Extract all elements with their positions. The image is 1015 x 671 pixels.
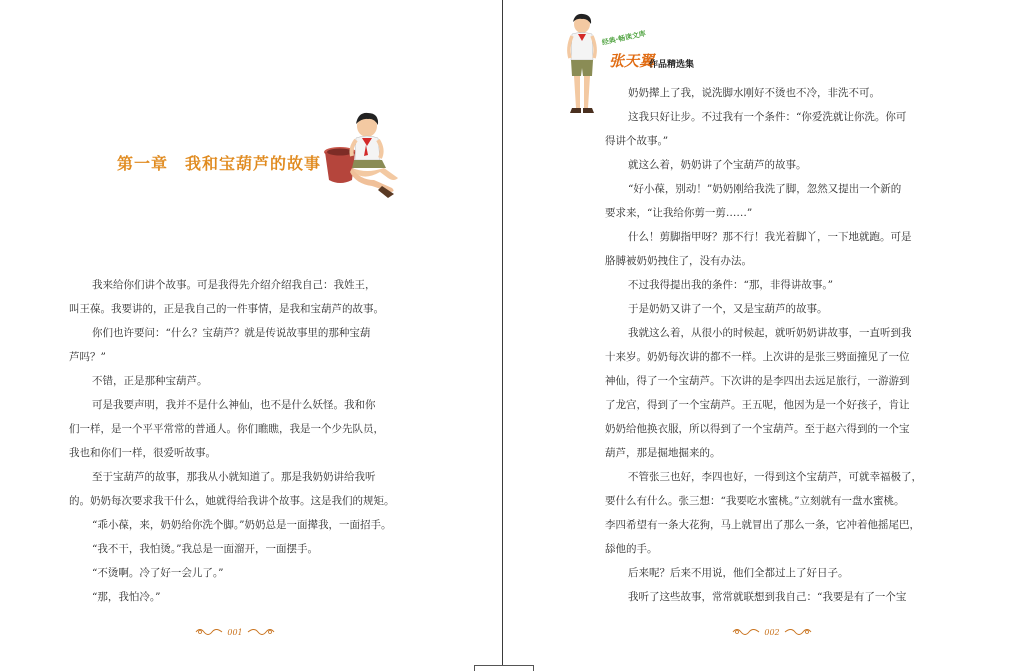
text-line: 奶奶给他换衣服，所以得到了一个宝葫芦。至于赵六得到的一个宝 bbox=[605, 423, 910, 435]
text-line: 我也和你们一样，很爱听故事。 bbox=[69, 447, 216, 459]
text-line: 得讲个故事。” bbox=[605, 135, 669, 147]
text-line: 这我只好让步。不过我有一个条件：“你爱洗就让你洗。你可 bbox=[628, 111, 907, 123]
text-line: 要求来，“让我给你剪一剪……” bbox=[605, 207, 753, 219]
boy-standing-illustration bbox=[562, 12, 602, 122]
text-line: 要什么有什么。张三想：“我要吃水蜜桃。”立刻就有一盘水蜜桃。 bbox=[605, 495, 905, 507]
author-name: 张天翼 bbox=[609, 52, 655, 70]
series-label: 经典·畅读文库 bbox=[601, 29, 647, 47]
book-label: 作品精选集 bbox=[649, 60, 695, 70]
text-line: 十来岁。奶奶每次讲的都不一样。上次讲的是张三劈面撞见了一位 bbox=[605, 351, 910, 363]
text-line: 不过我得提出我的条件：“那，非得讲故事。” bbox=[628, 279, 833, 291]
text-line: 的。奶奶每次要求我干什么，她就得给我讲个故事。这是我们的规矩。 bbox=[69, 495, 395, 507]
page-number-left bbox=[190, 625, 280, 639]
text-line: 什么！剪脚指甲呀？那不行！我光着脚丫，一下地就跑。可是 bbox=[628, 231, 912, 243]
folio-ornament-icon bbox=[731, 627, 761, 637]
folio-ornament-icon bbox=[783, 627, 813, 637]
text-line: 就这么着，奶奶讲了个宝葫芦的故事。 bbox=[628, 159, 807, 171]
folio-ornament-icon bbox=[194, 627, 224, 637]
text-line: 叫王葆。我要讲的，正是我自己的一件事情，是我和宝葫芦的故事。 bbox=[69, 303, 384, 315]
left-page bbox=[0, 0, 502, 671]
text-line: 于是奶奶又讲了一个，又是宝葫芦的故事。 bbox=[628, 303, 828, 315]
chapter-title: 第一章 我和宝葫芦的故事 bbox=[117, 154, 322, 173]
text-line: 你们也许要问：“什么？宝葫芦？就是传说故事里的那种宝葫 bbox=[92, 327, 371, 339]
text-line: 胳膊被奶奶拽住了，没有办法。 bbox=[605, 255, 752, 267]
text-line: 了龙宫，得到了一个宝葫芦。王五呢，他因为是一个好孩子，肯让 bbox=[605, 399, 910, 411]
text-line: “我不干，我怕烫。”我总是一面溜开，一面摆手。 bbox=[92, 543, 318, 555]
boy-sitting-with-basin-illustration bbox=[322, 108, 408, 200]
text-line: 们一样，是一个平平常常的普通人。你们瞧瞧，我是一个少先队员， bbox=[69, 423, 384, 435]
text-line: 我来给你们讲个故事。可是我得先介绍介绍我自己：我姓王， bbox=[92, 279, 376, 291]
text-line: “那，我怕冷。” bbox=[92, 591, 161, 603]
page-number-right bbox=[727, 625, 817, 639]
left-page-text bbox=[69, 273, 403, 609]
right-page-text bbox=[605, 81, 940, 609]
text-line: “不烫啊。冷了好一会儿了。” bbox=[92, 567, 224, 579]
folio-ornament-icon bbox=[246, 627, 276, 637]
text-line: 后来呢？后来不用说，他们全都过上了好日子。 bbox=[628, 567, 849, 579]
text-line: “乖小葆，来，奶奶给你洗个脚。”奶奶总是一面撵我，一面招手。 bbox=[92, 519, 392, 531]
text-line: 我听了这些故事，常常就联想到我自己：“我要是有了一个宝 bbox=[628, 591, 907, 603]
text-line: “好小葆，别动！”奶奶刚给我洗了脚，忽然又提出一个新的 bbox=[628, 183, 902, 195]
page-number-right-text: 002 bbox=[764, 627, 780, 637]
text-line: 奶奶撵上了我，说洗脚水刚好不烫也不冷，非洗不可。 bbox=[628, 87, 880, 99]
text-line: 我就这么着，从很小的时候起，就听奶奶讲故事，一直听到我 bbox=[628, 327, 912, 339]
text-line: 神仙，得了一个宝葫芦。下次讲的是李四出去远足旅行，一游游到 bbox=[605, 375, 910, 387]
text-line: 舔他的手。 bbox=[605, 543, 658, 555]
page-number-left-text: 001 bbox=[227, 627, 243, 637]
text-line: 葫芦，那是掘地掘来的。 bbox=[605, 447, 721, 459]
text-line: 可是我要声明，我并不是什么神仙，也不是什么妖怪。我和你 bbox=[92, 399, 376, 411]
text-line: 不错，正是那种宝葫芦。 bbox=[92, 375, 208, 387]
text-line: 至于宝葫芦的故事，那我从小就知道了。那是我奶奶讲给我听 bbox=[92, 471, 376, 483]
text-line: 李四希望有一条大花狗，马上就冒出了那么一条，它冲着他摇尾巴， bbox=[605, 519, 920, 531]
text-line: 不管张三也好，李四也好，一得到这个宝葫芦，可就幸福极了， bbox=[628, 471, 922, 483]
text-line: 芦吗？” bbox=[69, 351, 106, 363]
